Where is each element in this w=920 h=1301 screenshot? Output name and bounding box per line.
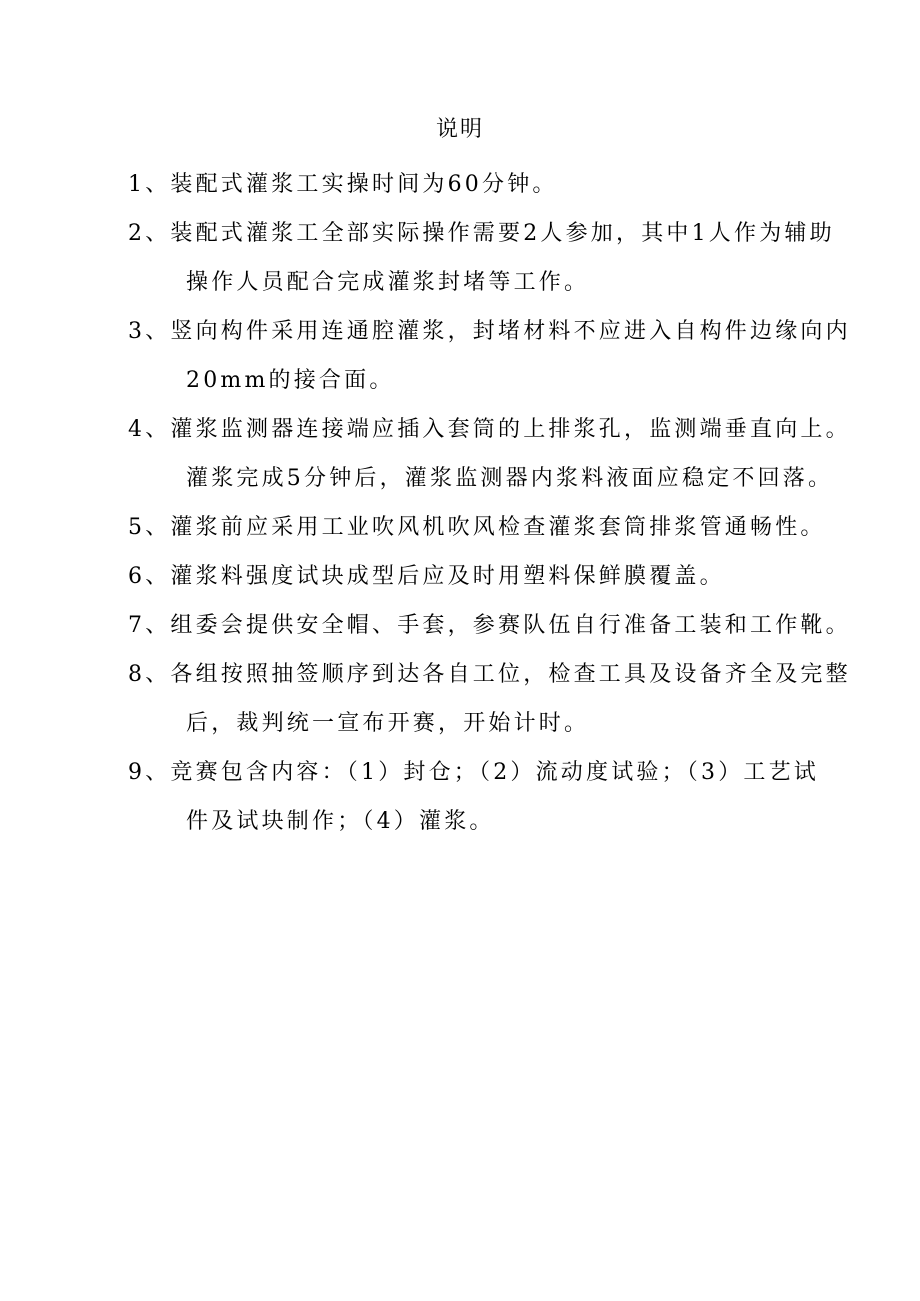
- instruction-line-continued: 灌浆完成5分钟后，灌浆监测器内浆料液面应稳定不回落。: [186, 466, 834, 491]
- instruction-line: 3、竖向构件采用连通腔灌浆，封堵材料不应进入自构件边缘向内: [128, 319, 851, 344]
- document-title: 说明: [435, 117, 484, 142]
- instruction-line: 6、灌浆料强度试块成型后应及时用塑料保鲜膜覆盖。: [128, 564, 725, 589]
- instruction-line: 5、灌浆前应采用工业吹风机吹风检查灌浆套筒排浆管通畅性。: [128, 515, 826, 540]
- instruction-line: 1、装配式灌浆工实操时间为60分钟。: [128, 172, 558, 197]
- instruction-item-3: [128, 307, 851, 405]
- instruction-line: 7、组委会提供安全帽、手套，参赛队伍自行准备工装和工作靴。: [128, 613, 851, 638]
- instruction-item-1: [128, 160, 818, 209]
- instruction-line: 4、灌浆监测器连接端应插入套筒的上排浆孔，监测端垂直向上。: [128, 417, 851, 442]
- instruction-line-continued: 件及试块制作；（4）灌浆。: [186, 809, 495, 834]
- instruction-item-2: [128, 209, 835, 307]
- instruction-line: 8、各组按照抽签顺序到达各自工位，检查工具及设备齐全及完整: [128, 662, 851, 687]
- instruction-item-4: [128, 405, 851, 503]
- instruction-item-8: [128, 650, 851, 748]
- instruction-item-6: [128, 552, 818, 601]
- instruction-line: 9、竞赛包含内容：（1）封仓；（2）流动度试验；（3）工艺试: [128, 760, 819, 785]
- instruction-item-9: [128, 748, 818, 846]
- instruction-item-7: [128, 601, 851, 650]
- instruction-line-continued: 操作人员配合完成灌浆封堵等工作。: [186, 270, 590, 295]
- instruction-line-continued: 20mm的接合面。: [186, 368, 395, 393]
- instruction-list: [128, 160, 851, 846]
- instruction-line-continued: 后，裁判统一宣布开赛，开始计时。: [186, 711, 590, 736]
- instruction-line: 2、装配式灌浆工全部实际操作需要2人参加，其中1人作为辅助: [128, 221, 835, 246]
- instruction-item-5: [128, 503, 826, 552]
